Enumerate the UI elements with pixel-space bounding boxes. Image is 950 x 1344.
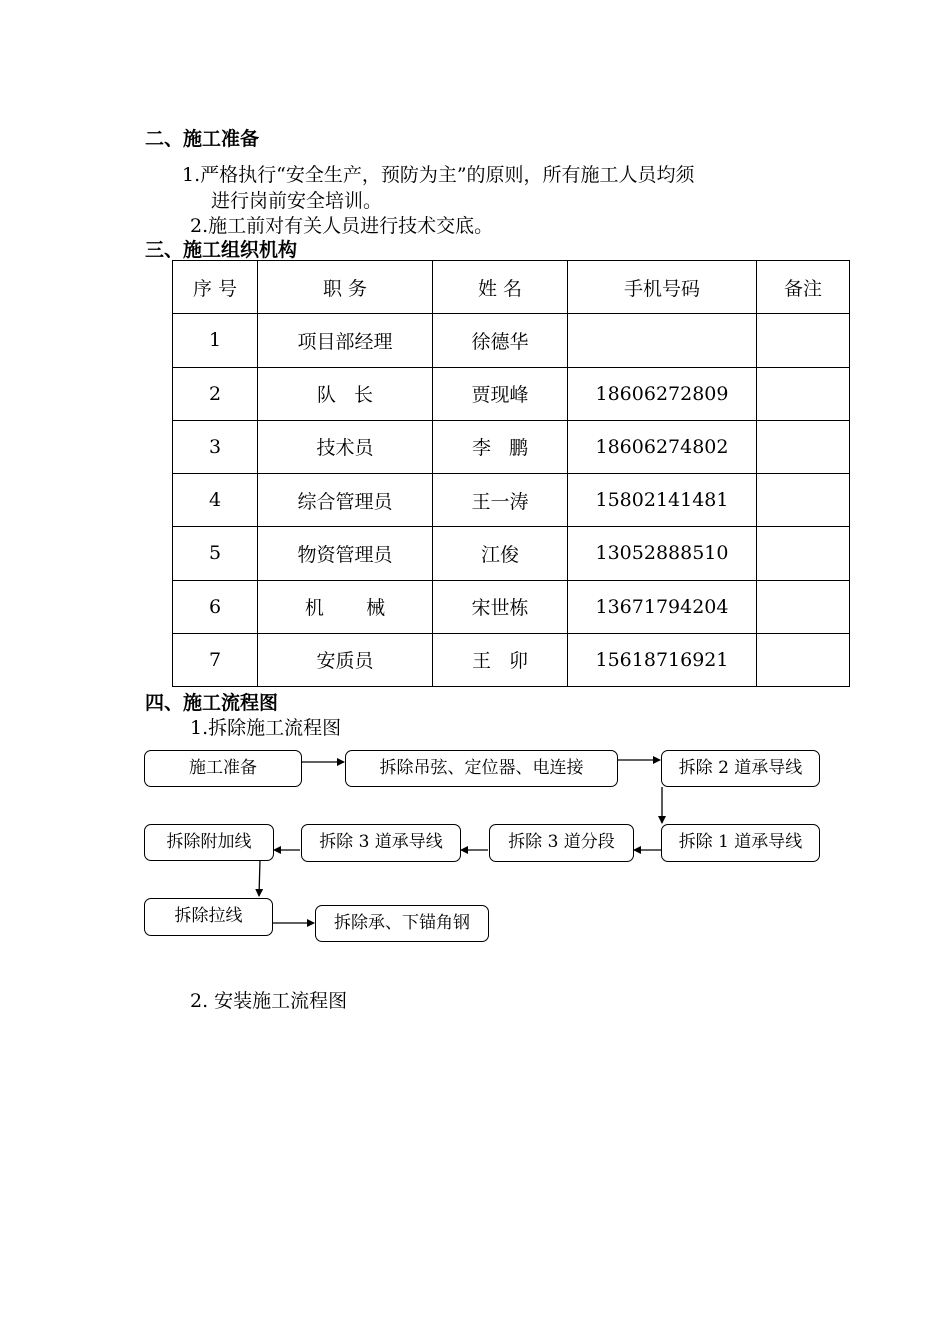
cell-phone: 15802141481 [568, 474, 757, 527]
prep-item-1-line-2: 进行岗前安全培训。 [211, 190, 383, 212]
header-cell: 序 号 [173, 261, 258, 314]
cell-role: 队 长 [258, 367, 433, 420]
cell-role: 项目部经理 [258, 314, 433, 367]
prep-item-2: 2.施工前对有关人员进行技术交底。 [190, 215, 494, 237]
flow-step-remove-2-wires [661, 750, 820, 787]
flow-step-label: 拆除 3 道分段 [508, 832, 615, 852]
cell-role: 物资管理员 [258, 527, 433, 580]
flow-step-remove-1-wire [661, 824, 820, 862]
cell-no: 2 [173, 367, 258, 420]
flow-step-construction-prep [144, 750, 302, 787]
cell-phone: 15618716921 [568, 633, 757, 686]
section-2-heading: 二、施工准备 [145, 128, 260, 150]
flow-step-label: 拆除拉线 [174, 906, 243, 926]
flow-step-label: 拆除 1 道承导线 [678, 832, 803, 852]
flow-step-remove-anchor-steel [315, 905, 489, 942]
flow-step-label: 拆除 3 道承导线 [319, 832, 443, 852]
cell-name: 王 卯 [433, 633, 568, 686]
cell-role: 机 械 [258, 580, 433, 633]
cell-name: 宋世栋 [433, 580, 568, 633]
header-cell: 姓 名 [433, 261, 568, 314]
cell-phone: 13671794204 [568, 580, 757, 633]
flow-step-remove-3-wires [301, 824, 461, 862]
cell-no: 4 [173, 474, 258, 527]
cell-role: 安质员 [258, 633, 433, 686]
cell-phone: 18606272809 [568, 367, 757, 420]
cell-name: 王一涛 [433, 474, 568, 527]
cell-name: 贾现峰 [433, 367, 568, 420]
cell-no: 6 [173, 580, 258, 633]
flow-step-label: 拆除承、下锚角钢 [334, 913, 470, 933]
flow-step-remove-droppers [345, 750, 618, 787]
cell-role: 技术员 [258, 420, 433, 473]
cell-no: 3 [173, 420, 258, 473]
cell-no: 5 [173, 527, 258, 580]
header-cell: 手机号码 [568, 261, 757, 314]
cell-role: 综合管理员 [258, 474, 433, 527]
section-4-heading: 四、施工流程图 [145, 692, 279, 714]
flow-step-label: 拆除 2 道承导线 [678, 758, 803, 778]
flow-step-label: 拆除吊弦、定位器、电连接 [379, 758, 584, 778]
prep-item-1-line-1: 1.严格执行“安全生产，预防为主”的原则，所有施工人员均须 [182, 164, 695, 186]
cell-name: 李 鹏 [433, 420, 568, 473]
installation-flow-title: 2. 安装施工流程图 [190, 990, 348, 1012]
cell-no: 1 [173, 314, 258, 367]
cell-phone: 13052888510 [568, 527, 757, 580]
demolition-flow-title: 1.拆除施工流程图 [190, 717, 342, 739]
cell-name: 江俊 [433, 527, 568, 580]
header-cell: 职 务 [258, 261, 433, 314]
header-cell: 备注 [757, 261, 850, 314]
arrow-b7-b8 [259, 860, 260, 896]
flow-step-remove-3-sections [489, 824, 634, 862]
flow-step-label: 拆除附加线 [166, 832, 252, 852]
cell-name: 徐德华 [433, 314, 568, 367]
flow-step-remove-guy-wire [144, 898, 273, 936]
flow-step-label: 施工准备 [189, 758, 257, 778]
cell-no: 7 [173, 633, 258, 686]
section-3-heading: 三、施工组织机构 [145, 239, 298, 261]
cell-phone: 18606274802 [568, 420, 757, 473]
flow-step-remove-additional-line [144, 824, 274, 861]
